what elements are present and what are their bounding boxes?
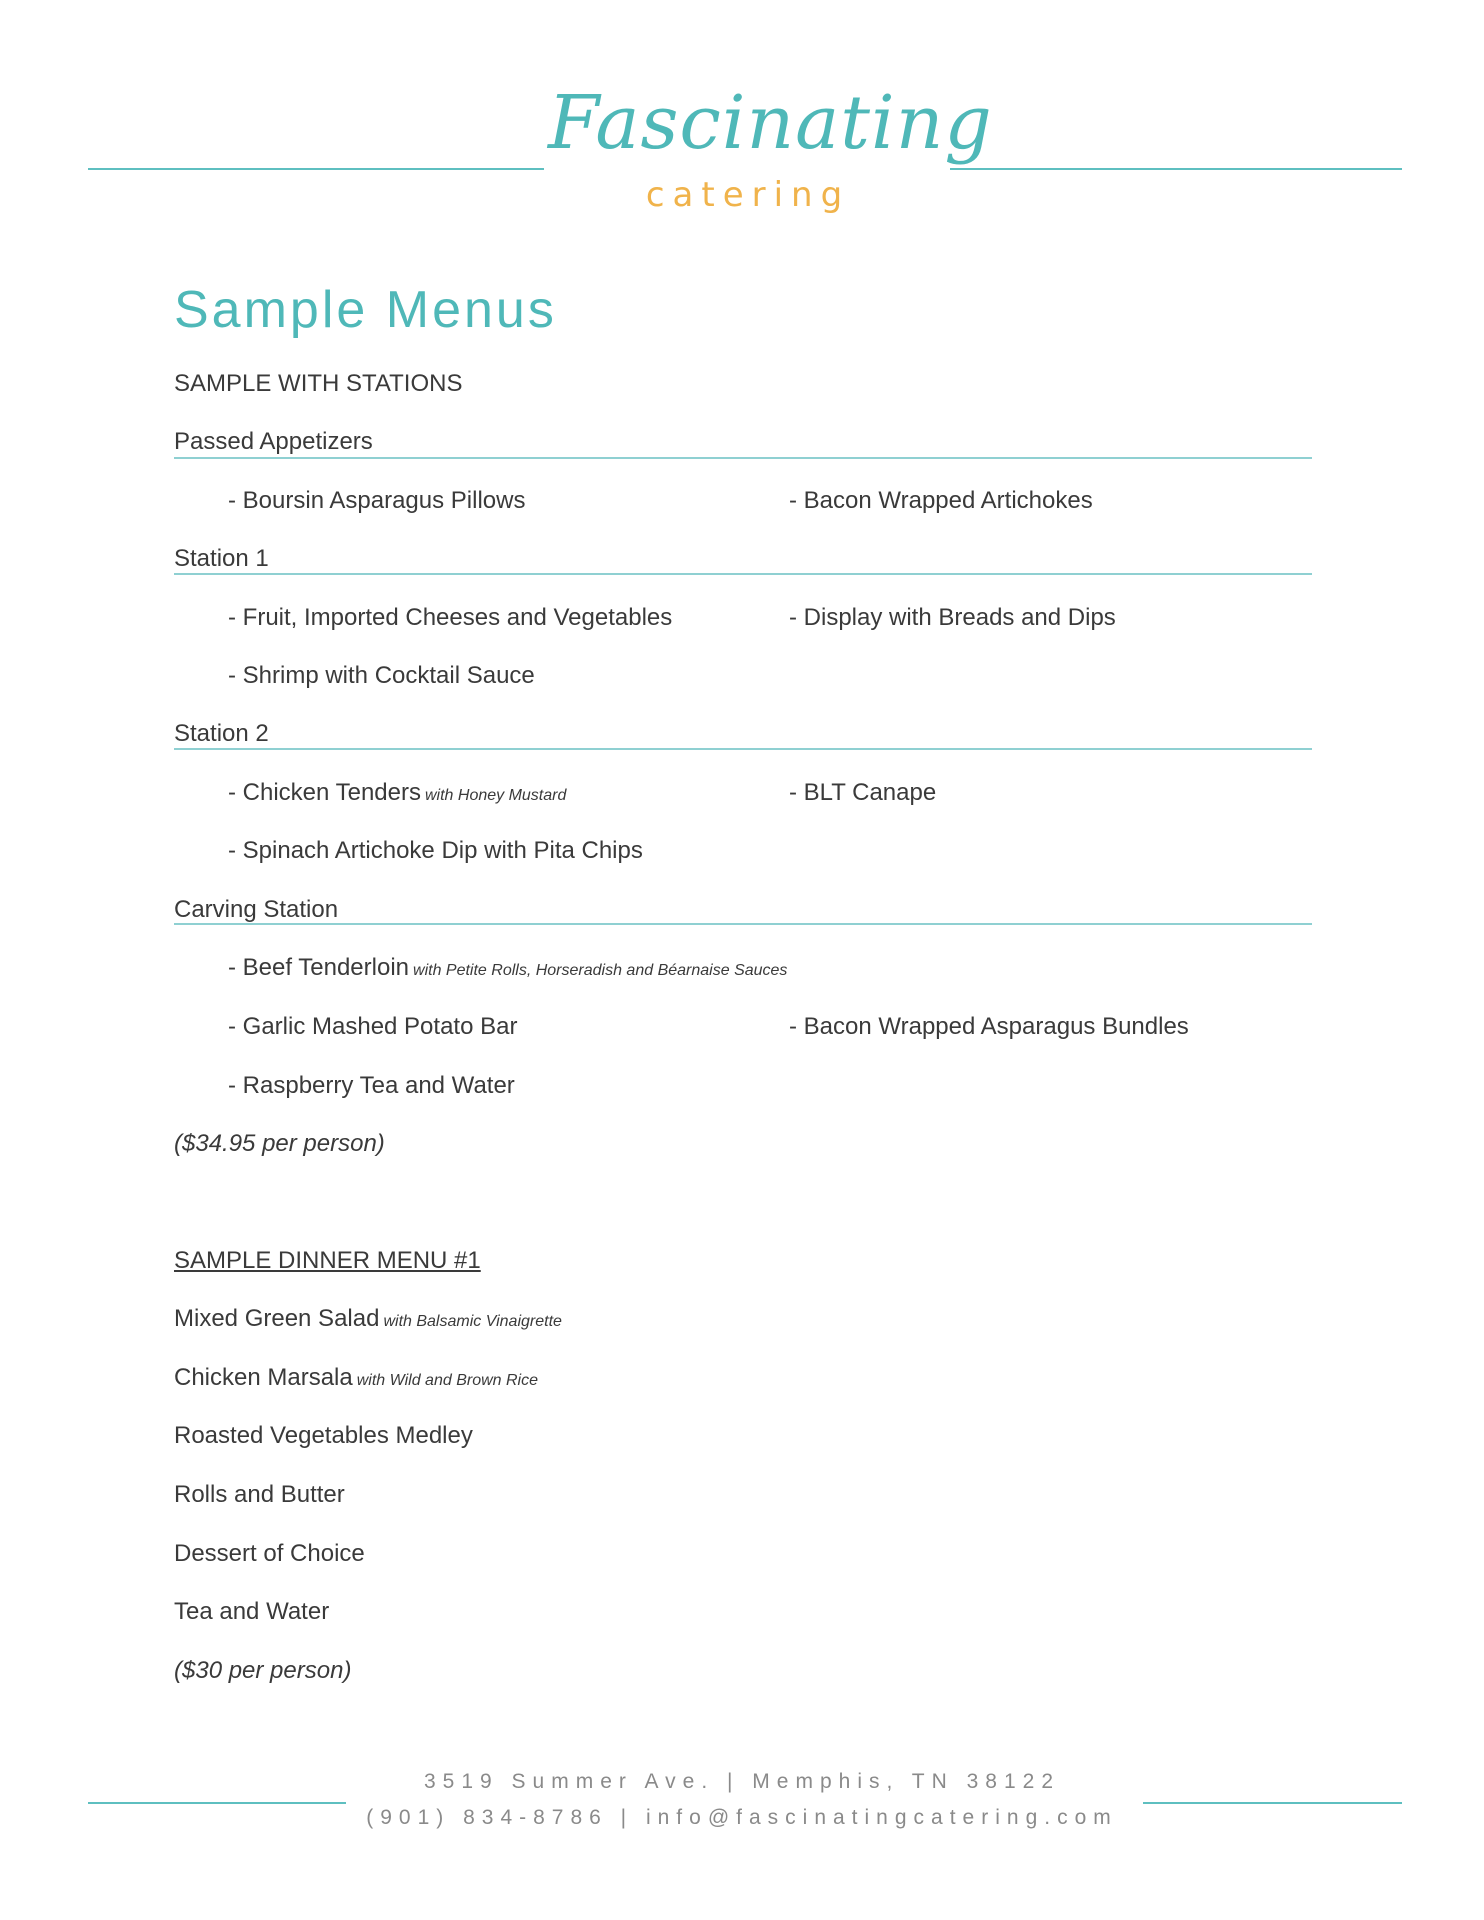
section-rule [174,457,1312,459]
section-heading-station-2: Station 2 [174,720,269,747]
brand-logo-script: Fascinating [548,80,993,166]
dinner-item-text: Mixed Green Salad [174,1305,380,1332]
menu-item-note: with Petite Rolls, Horseradish and Béarnaise Sauces [413,962,788,979]
menu-item-text: - Chicken Tenders [228,779,421,806]
dinner-item-text: Chicken Marsala [174,1364,353,1391]
section-heading-passed-appetizers: Passed Appetizers [174,428,373,455]
dinner-item: Rolls and Butter [174,1481,345,1508]
section-heading-carving-station: Carving Station [174,896,339,923]
menu-item: - BLT Canape [789,779,937,806]
menu-item: - Boursin Asparagus Pillows [228,487,526,514]
menu-item-text: - Beef Tenderloin [228,954,410,981]
menu-item [228,956,787,980]
section-heading-station-1: Station 1 [174,545,269,572]
stations-menu-heading: SAMPLE WITH STATIONS [174,370,463,397]
dinner-item [174,1366,538,1390]
footer-rule-left [88,1802,346,1804]
dinner-item: Tea and Water [174,1598,330,1625]
menu-item: - Spinach Artichoke Dip with Pita Chips [228,837,643,864]
footer-rule-right [1143,1802,1402,1804]
menu-item: - Shrimp with Cocktail Sauce [228,662,535,689]
dinner-item: Roasted Vegetables Medley [174,1422,473,1449]
footer-address: 3519 Summer Ave. | Memphis, TN 38122 [423,1770,1061,1793]
dinner-menu-heading: SAMPLE DINNER MENU #1 [174,1247,481,1274]
section-rule [174,573,1312,575]
section-rule [174,923,1312,925]
menu-item: - Raspberry Tea and Water [228,1072,515,1099]
header-rule-left [88,168,544,170]
dinner-item-note: with Wild and Brown Rice [356,1372,538,1389]
section-rule [174,748,1312,750]
menu-item: - Display with Breads and Dips [789,604,1116,631]
stations-menu-price: ($34.95 per person) [174,1130,385,1157]
dinner-menu-price: ($30 per person) [174,1657,352,1684]
menu-item [228,781,566,805]
page-title: Sample Menus [174,281,557,339]
dinner-item-note: with Balsamic Vinaigrette [383,1313,562,1330]
menu-item-note: with Honey Mustard [424,787,567,804]
menu-item: - Bacon Wrapped Artichokes [789,487,1093,514]
brand-logo-subtitle: catering [645,175,851,215]
menu-item: - Fruit, Imported Cheeses and Vegetables [228,604,673,631]
menu-item: - Bacon Wrapped Asparagus Bundles [789,1013,1189,1040]
header-rule-right [950,168,1402,170]
menu-item: - Garlic Mashed Potato Bar [228,1013,518,1040]
dinner-item: Dessert of Choice [174,1540,365,1567]
footer-contact: (901) 834-8786 | info@fascinatingcatering.com [366,1806,1118,1829]
dinner-item [174,1307,562,1331]
